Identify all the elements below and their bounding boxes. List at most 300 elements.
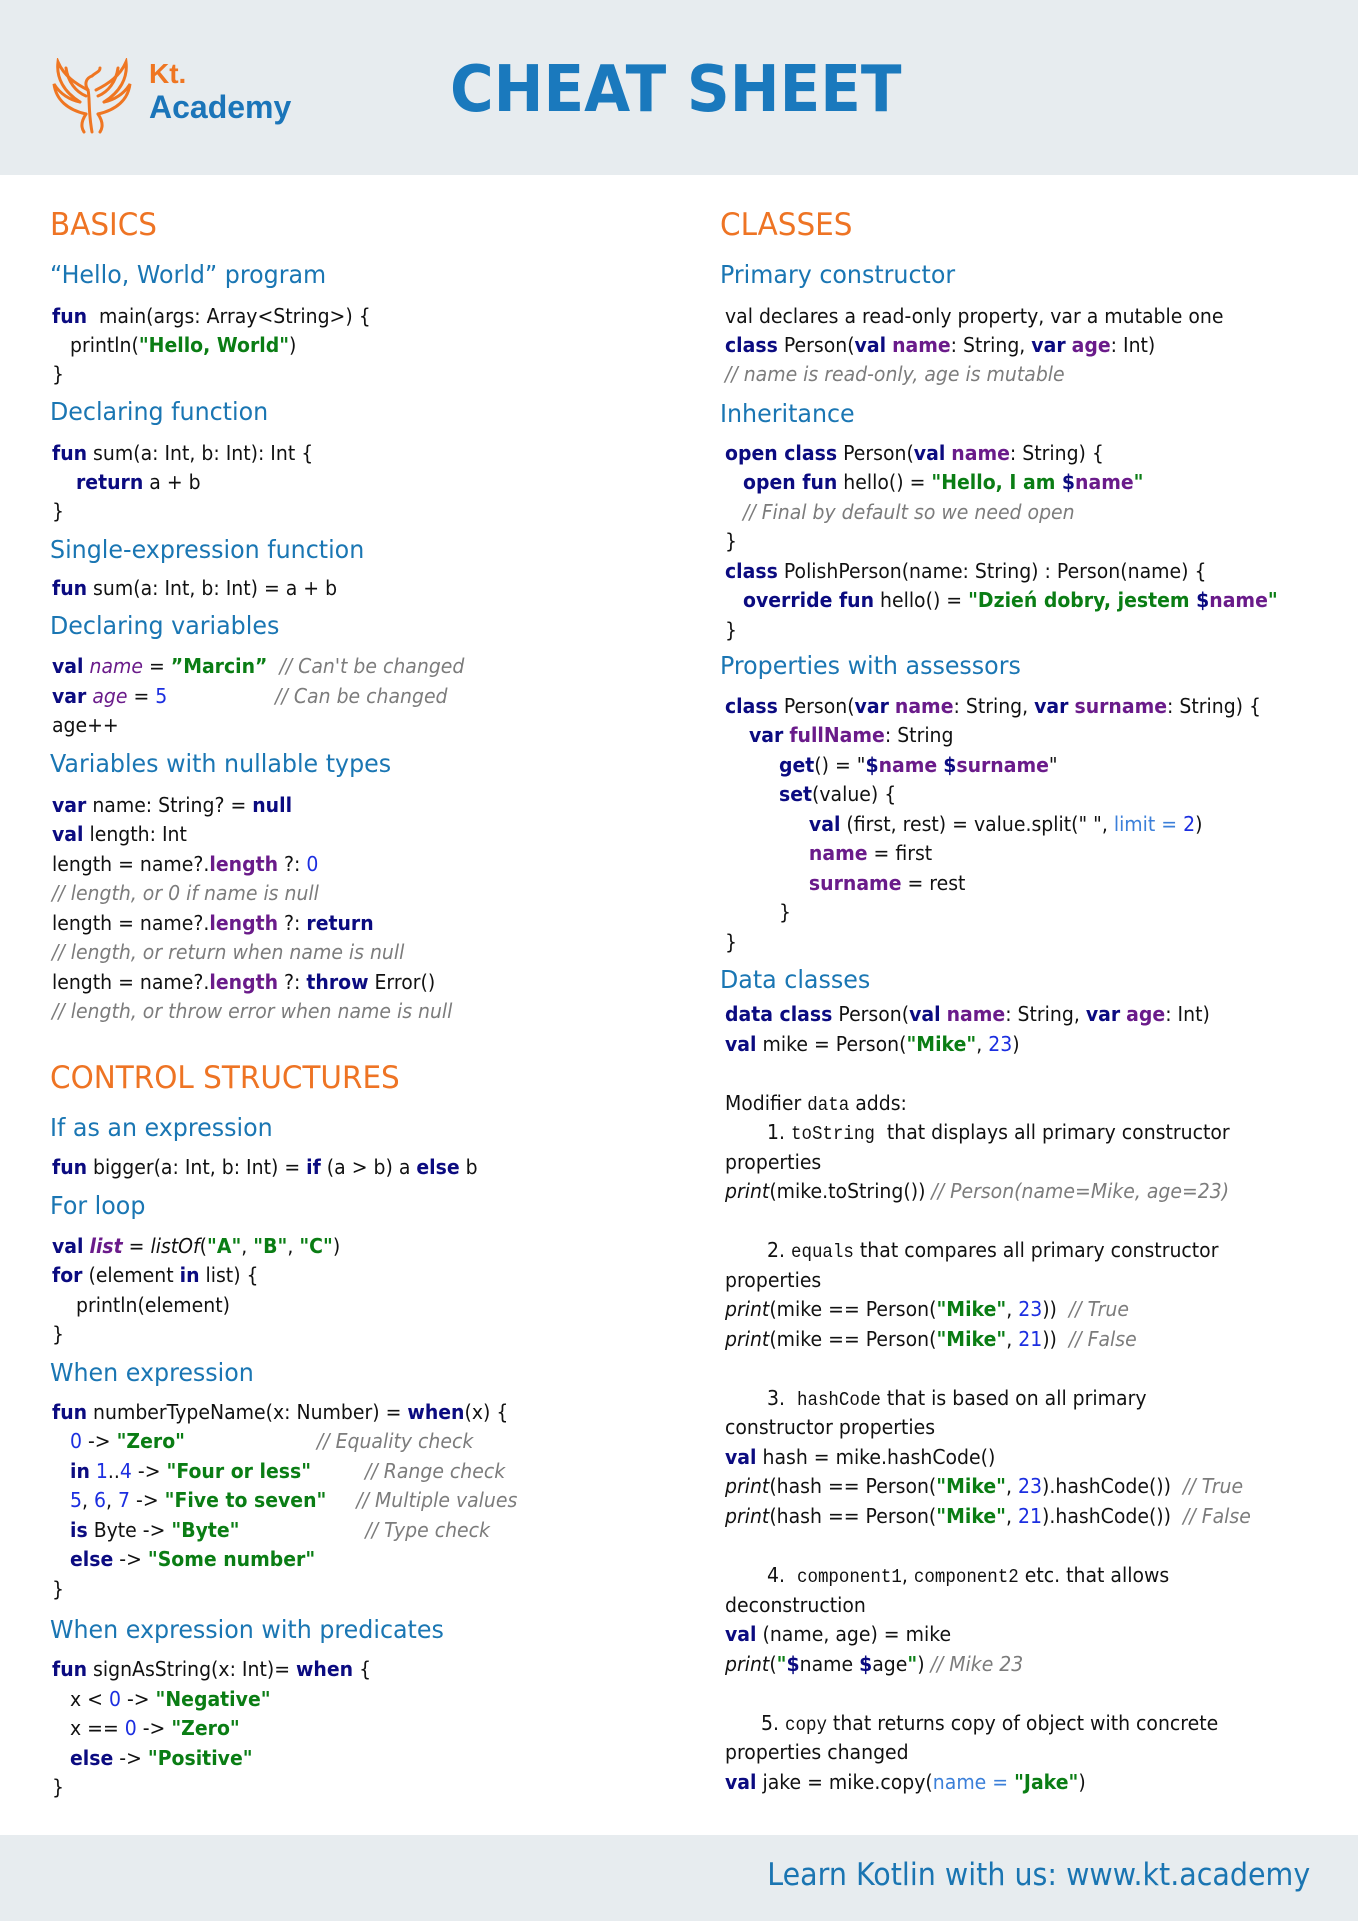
- kw-token: class: [725, 559, 778, 583]
- code-line: [725, 1413, 935, 1441]
- plain-token: }: [725, 930, 738, 954]
- plain-token: [267, 654, 279, 678]
- code-line: [52, 938, 404, 966]
- num-token: 0: [108, 1687, 121, 1711]
- plain-token: ->: [113, 1547, 148, 1571]
- kw-token: throw: [306, 970, 369, 994]
- code-line: [725, 1089, 907, 1119]
- plain-token: [52, 1488, 70, 1512]
- kw-token: when: [296, 1657, 354, 1681]
- code-line: [725, 1000, 1210, 1028]
- plain-token: ,: [106, 1488, 119, 1512]
- page-title: CHEAT SHEET: [450, 53, 902, 127]
- plain-token: length = name?.: [52, 911, 210, 935]
- str-token: "Mike": [936, 1297, 1007, 1321]
- code-line: [725, 1650, 1023, 1678]
- plain-token: ..: [107, 1459, 120, 1483]
- code-line: [725, 1325, 1137, 1353]
- code-line: [725, 1266, 821, 1294]
- prop-token: length: [209, 970, 279, 994]
- plain-token: [725, 841, 809, 865]
- kw-token: for: [52, 1263, 83, 1287]
- plain-token: }: [52, 1775, 65, 1799]
- code-line: [52, 682, 448, 710]
- ital-token: print: [725, 1652, 770, 1676]
- prop-token: name: [1075, 470, 1134, 494]
- str-token: "Zero": [116, 1429, 185, 1453]
- kw-token: val: [913, 441, 946, 465]
- subsection-heading: If as an expression: [50, 1113, 273, 1142]
- code-line: [52, 1320, 64, 1348]
- plain-token: (: [199, 1234, 208, 1258]
- plain-token: length = name?.: [52, 970, 210, 994]
- param-token: name =: [932, 1770, 1015, 1794]
- mono-token: hashCode: [796, 1389, 881, 1411]
- plain-token: PolishPerson(name: String) : Person(name) {: [777, 559, 1207, 583]
- plain-token: length: Int: [83, 822, 187, 846]
- plain-token: (mike == Person(: [769, 1297, 937, 1321]
- mono-token: component2: [913, 1566, 1019, 1588]
- kw-token: var: [1034, 694, 1069, 718]
- kw-token: var: [748, 723, 784, 747]
- code-line: [52, 1261, 259, 1289]
- subsection-heading: Declaring function: [50, 397, 269, 426]
- code-line: [52, 1427, 473, 1455]
- code-line: [52, 302, 371, 330]
- plain-token: : String: [884, 723, 954, 747]
- plain-token: ->: [113, 1746, 148, 1770]
- num-token: 21: [1018, 1327, 1043, 1351]
- code-line: [52, 1153, 478, 1181]
- kw-token: fun: [52, 441, 88, 465]
- str-token: "A": [207, 1234, 242, 1258]
- cmt-token: // Can be changed: [275, 684, 448, 708]
- header-band: [0, 0, 1358, 175]
- plain-token: ": [1048, 753, 1058, 777]
- plain-token: that returns copy of object with concrete: [826, 1711, 1219, 1735]
- kw-token: null: [252, 793, 293, 817]
- str-token: ”Marcin”: [170, 654, 268, 678]
- plain-token: println(: [52, 333, 139, 357]
- plain-token: [52, 1459, 70, 1483]
- subsection-heading: “Hello, World” program: [50, 260, 327, 289]
- prop-token: name: [892, 333, 951, 357]
- code-line: [725, 1148, 821, 1176]
- str-token: ": [1267, 588, 1278, 612]
- plain-token: ?:: [278, 911, 307, 935]
- kw-token: else: [416, 1155, 460, 1179]
- mono-token: component1: [796, 1566, 902, 1588]
- code-line: [52, 850, 318, 878]
- code-line: [52, 1714, 240, 1742]
- code-line: [725, 721, 953, 749]
- kw-token: val: [725, 1770, 757, 1794]
- kw-token: val: [854, 333, 887, 357]
- prop-token: surname: [1074, 694, 1168, 718]
- cmt-token: // length, or throw error when name is null: [52, 999, 453, 1023]
- kw-token: data class: [725, 1002, 833, 1026]
- logo-text-kt: Kt.: [149, 58, 187, 89]
- subsection-heading: When expression with predicates: [50, 1615, 444, 1644]
- subsection-heading: When expression: [50, 1358, 254, 1387]
- subsection-heading: Variables with nullable types: [50, 749, 392, 778]
- tpl-token: $: [1196, 588, 1210, 612]
- plain-token: 5.: [725, 1711, 785, 1735]
- str-token: "Four or less": [166, 1459, 312, 1483]
- kw-token: class: [725, 694, 778, 718]
- code-line: [725, 468, 1143, 496]
- mono-token: toString: [790, 1123, 875, 1145]
- cmt-token: // Equality check: [316, 1429, 474, 1453]
- kw-token: val: [725, 1445, 757, 1469]
- cmt-token: // Range check: [365, 1459, 506, 1483]
- plain-token: [725, 782, 779, 806]
- subsection-heading: Primary constructor: [720, 260, 956, 289]
- code-line: [725, 1738, 909, 1766]
- plain-token: name: String? =: [86, 793, 253, 817]
- cmt-token: // length, or 0 if name is null: [52, 881, 319, 905]
- prop-token: name: [951, 441, 1010, 465]
- code-line: [725, 586, 1278, 614]
- plain-token: deconstruction: [725, 1593, 866, 1617]
- num-token: 7: [118, 1488, 131, 1512]
- kw-token: val: [52, 822, 84, 846]
- code-line: [725, 302, 1223, 330]
- kw-token: class: [725, 333, 778, 357]
- plain-token: ): [1012, 1032, 1020, 1056]
- plain-token: (value) {: [811, 782, 897, 806]
- plain-token: [725, 723, 749, 747]
- plain-token: {: [353, 1657, 372, 1681]
- str-token: "Hello, I am: [931, 470, 1062, 494]
- section-heading: BASICS: [50, 207, 157, 243]
- plain-token: (first, rest) = value.split(" ",: [840, 812, 1114, 836]
- plain-token: )): [1042, 1327, 1069, 1351]
- plain-token: (mike.toString()): [769, 1179, 932, 1203]
- footer-link[interactable]: Learn Kotlin with us: www.kt.academy: [766, 1857, 1310, 1893]
- plain-token: Person(: [832, 1002, 910, 1026]
- kw-token: return: [306, 911, 374, 935]
- plain-token: main(args: Array<String>) {: [87, 304, 371, 328]
- code-line: [52, 652, 464, 680]
- plain-token: Byte ->: [87, 1518, 172, 1542]
- str-token: "Mike": [936, 1327, 1007, 1351]
- tpl-token: $: [943, 753, 957, 777]
- code-line: [52, 1655, 371, 1683]
- kw-token: fun: [52, 1155, 88, 1179]
- str-token: "C": [299, 1234, 333, 1258]
- plain-token: =: [122, 1234, 151, 1258]
- plain-token: properties: [725, 1268, 822, 1292]
- str-token: "Some number": [147, 1547, 316, 1571]
- code-line: [725, 1502, 1251, 1530]
- kw-token: return: [75, 470, 144, 494]
- code-line: [52, 331, 296, 359]
- plain-token: println(element): [52, 1293, 230, 1317]
- plain-token: (x) {: [464, 1400, 509, 1424]
- plain-token: [725, 470, 743, 494]
- code-line: [725, 1768, 1086, 1796]
- plain-token: : String) {: [1167, 694, 1262, 718]
- num-token: 0: [124, 1716, 137, 1740]
- code-line: [52, 1291, 230, 1319]
- code-line: [725, 1236, 1218, 1266]
- prop-token: name: [1209, 588, 1268, 612]
- plain-token: [52, 1746, 70, 1770]
- mono-token: equals: [790, 1241, 854, 1263]
- plain-token: [326, 1488, 356, 1512]
- plain-token: (element: [82, 1263, 180, 1287]
- str-token: ": [907, 1652, 918, 1676]
- code-line: [52, 574, 337, 602]
- num-token: 5: [69, 1488, 83, 1512]
- plain-token: [725, 588, 743, 612]
- kw-token: var: [52, 793, 87, 817]
- cmt-token: // False: [1068, 1327, 1137, 1351]
- prop-token: name: [808, 841, 868, 865]
- plain-token: : String) {: [1009, 441, 1104, 465]
- plain-token: = first: [867, 841, 933, 865]
- code-line: [52, 997, 452, 1025]
- cmt-token: // True: [1068, 1297, 1129, 1321]
- code-line: [52, 1545, 315, 1573]
- code-line: [52, 1575, 64, 1603]
- str-token: "Jake": [1014, 1770, 1079, 1794]
- plain-token: hash = mike.hashCode(): [756, 1445, 996, 1469]
- kw-token: val: [52, 654, 84, 678]
- plain-token: [52, 1429, 70, 1453]
- code-line: [725, 751, 1058, 779]
- plain-token: ->: [82, 1429, 117, 1453]
- num-token: 5: [155, 684, 168, 708]
- plain-token: : Int): [1110, 333, 1156, 357]
- ivarb-token: list: [89, 1234, 123, 1258]
- subsection-heading: Data classes: [720, 965, 871, 994]
- ital-token: print: [725, 1297, 770, 1321]
- ivar-token: age: [92, 684, 128, 708]
- phoenix-logo-icon: [50, 58, 134, 136]
- mono-token: copy: [784, 1714, 827, 1736]
- str-token: "Byte": [171, 1518, 240, 1542]
- plain-token: ,: [1006, 1504, 1019, 1528]
- code-line: [52, 1773, 64, 1801]
- kw-token: fun: [52, 1400, 88, 1424]
- plain-token: [52, 1547, 70, 1571]
- plain-token: [725, 500, 743, 524]
- num-token: 4: [119, 1459, 132, 1483]
- code-line: [725, 1118, 1230, 1148]
- subsection-heading: Single-expression function: [50, 535, 365, 564]
- plain-token: : Int): [1165, 1002, 1210, 1026]
- plain-token: ,: [82, 1488, 95, 1512]
- code-line: [725, 1620, 951, 1648]
- prop-token: surname: [808, 871, 902, 895]
- ital-token: print: [725, 1504, 770, 1528]
- plain-token: [167, 684, 275, 708]
- plain-token: (hash == Person(: [769, 1474, 937, 1498]
- num-token: 23: [1018, 1297, 1043, 1321]
- plain-token: bigger(a: Int, b: Int) =: [87, 1155, 307, 1179]
- subsection-heading: Declaring variables: [50, 611, 280, 640]
- code-line: [725, 810, 1202, 838]
- tpl-token: $: [865, 753, 879, 777]
- kw-token: set: [778, 782, 812, 806]
- ital-token: print: [725, 1327, 770, 1351]
- code-line: [725, 898, 791, 926]
- plain-token: ?:: [278, 852, 307, 876]
- code-line: [52, 1232, 340, 1260]
- num-token: 6: [94, 1488, 107, 1512]
- plain-token: (hash == Person(: [769, 1504, 937, 1528]
- cmt-token: // Person(name=Mike, age=23): [931, 1179, 1230, 1203]
- plain-token: (: [769, 1652, 777, 1676]
- subsection-heading: For loop: [50, 1191, 146, 1220]
- plain-token: }: [52, 1322, 65, 1346]
- plain-token: }: [52, 1577, 65, 1601]
- num-token: 0: [306, 852, 319, 876]
- section-heading: CLASSES: [720, 207, 853, 243]
- num-token: 21: [1018, 1504, 1043, 1528]
- kw-token: fun: [52, 304, 88, 328]
- num-token: 23: [1018, 1474, 1043, 1498]
- str-token: "Positive": [147, 1746, 253, 1770]
- plain-token: ): [289, 333, 297, 357]
- plain-token: that compares all primary constructor: [853, 1238, 1219, 1262]
- str-token: "Mike": [936, 1504, 1007, 1528]
- plain-token: ): [1078, 1770, 1086, 1794]
- code-line: [725, 616, 737, 644]
- plain-token: age: [872, 1652, 908, 1676]
- kw-token: fun: [52, 1657, 88, 1681]
- num-token: 1: [95, 1459, 108, 1483]
- cmt-token: // Can't be changed: [279, 654, 465, 678]
- code-line: [725, 331, 1155, 359]
- kw-token: val: [808, 812, 841, 836]
- kw-token: get: [778, 753, 815, 777]
- plain-token: }: [52, 499, 65, 523]
- plain-token: that is based on all primary: [880, 1386, 1147, 1410]
- ital-token: print: [725, 1179, 770, 1203]
- code-line: [725, 692, 1261, 720]
- kw-token: in: [179, 1263, 200, 1287]
- plain-token: numberTypeName(x: Number) =: [87, 1400, 408, 1424]
- code-line: [52, 1398, 508, 1426]
- prop-token: age: [1071, 333, 1111, 357]
- tpl-token: $: [859, 1652, 873, 1676]
- cmt-token: // Type check: [365, 1518, 490, 1542]
- kw-token: var: [1085, 1002, 1121, 1026]
- plain-token: ,: [1006, 1327, 1019, 1351]
- plain-token: that displays all primary constructor: [874, 1120, 1230, 1144]
- code-line: [52, 968, 435, 996]
- plain-token: ,: [287, 1234, 300, 1258]
- kw-token: open fun: [742, 470, 838, 494]
- plain-token: [725, 812, 809, 836]
- plain-token: ): [332, 1234, 341, 1258]
- plain-token: )): [1042, 1297, 1069, 1321]
- code-line: [725, 498, 1075, 526]
- plain-token: Person(: [837, 441, 914, 465]
- plain-token: =: [127, 684, 156, 708]
- kw-token: var: [854, 694, 889, 718]
- prop-token: name: [946, 1002, 1006, 1026]
- kw-token: override fun: [742, 588, 875, 612]
- plain-token: : String,: [950, 333, 1032, 357]
- plain-token: ,: [1006, 1297, 1019, 1321]
- code-line: [725, 780, 896, 808]
- kw-token: var: [52, 684, 87, 708]
- ital-token: print: [725, 1474, 770, 1498]
- kw-token: val: [725, 1622, 757, 1646]
- plain-token: (mike == Person(: [769, 1327, 937, 1351]
- logo-text-academy: Academy: [149, 89, 292, 125]
- kw-token: open class: [725, 441, 838, 465]
- code-line: [52, 1457, 505, 1485]
- code-line: [725, 1472, 1243, 1500]
- plain-token: ,: [976, 1032, 989, 1056]
- code-line: [725, 1295, 1129, 1323]
- plain-token: x <: [52, 1687, 109, 1711]
- str-token: "Negative": [155, 1687, 271, 1711]
- str-token: "Mike": [936, 1474, 1007, 1498]
- plain-token: = rest: [901, 871, 966, 895]
- code-line: [725, 839, 932, 867]
- plain-token: }: [725, 900, 791, 924]
- plain-token: ,: [241, 1234, 254, 1258]
- kw-token: if: [306, 1155, 321, 1179]
- plain-token: ,: [901, 1563, 914, 1587]
- str-token: "Mike": [906, 1032, 977, 1056]
- plain-token: [185, 1429, 317, 1453]
- plain-token: : String,: [953, 694, 1035, 718]
- plain-token: ).hashCode()): [1042, 1474, 1184, 1498]
- plain-token: 1.: [725, 1120, 791, 1144]
- plain-token: x ==: [52, 1716, 125, 1740]
- plain-token: sum(a: Int, b: Int): Int {: [87, 441, 314, 465]
- cmt-token: // True: [1183, 1474, 1244, 1498]
- code-line: [725, 1443, 995, 1471]
- cmt-token: // Final by default so we need open: [742, 500, 1075, 524]
- num-token: 23: [988, 1032, 1013, 1056]
- tpl-token: $: [1061, 470, 1076, 494]
- str-token: "Zero": [171, 1716, 240, 1740]
- cmt-token: // name is read-only, age is mutable: [725, 362, 1065, 386]
- plain-token: ).hashCode()): [1042, 1504, 1184, 1528]
- prop-token: length: [209, 852, 279, 876]
- plain-token: [52, 470, 76, 494]
- code-line: [725, 928, 737, 956]
- ivar-token: name: [89, 654, 143, 678]
- str-token: ": [1133, 470, 1144, 494]
- plain-token: age++: [52, 713, 119, 737]
- plain-token: jake = mike.copy(: [756, 1770, 933, 1794]
- plain-token: ,: [1006, 1474, 1019, 1498]
- plain-token: ?:: [278, 970, 307, 994]
- code-line: [725, 1384, 1146, 1414]
- plain-token: ->: [131, 1459, 167, 1483]
- plain-token: () = ": [814, 753, 866, 777]
- plain-token: length = name?.: [52, 852, 210, 876]
- code-line: [52, 1486, 517, 1514]
- plain-token: 2.: [725, 1238, 791, 1262]
- tpl-token: $: [786, 1652, 800, 1676]
- plain-token: }: [725, 529, 738, 553]
- plain-token: b: [459, 1155, 478, 1179]
- code-line: [725, 527, 737, 555]
- kw-token: when: [407, 1400, 465, 1424]
- cmt-token: // Multiple values: [356, 1488, 518, 1512]
- code-line: [725, 1561, 1169, 1591]
